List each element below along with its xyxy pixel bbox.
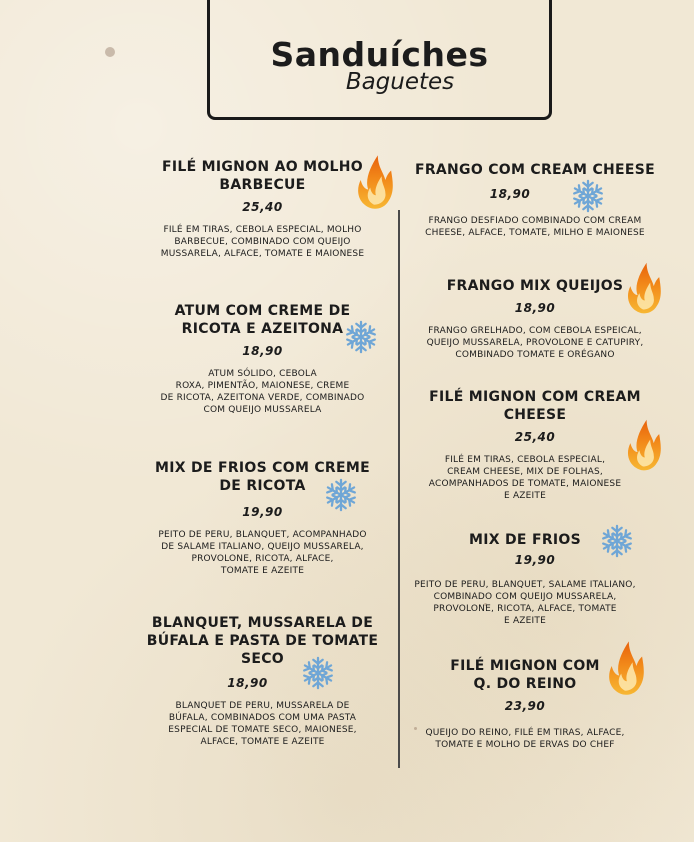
item-price: 18,90 <box>489 187 531 201</box>
item-name: MIX DE FRIOS <box>468 532 581 548</box>
page-subtitle: Baguetes <box>345 69 455 95</box>
menu-item-atum-ricota-azeitona <box>150 302 375 416</box>
item-price: 19,90 <box>514 553 556 567</box>
item-name: FILÉ MIGNON COM CREAM CHEESE <box>429 389 641 423</box>
fire-icon <box>355 150 393 212</box>
item-description: FILÉ EM TIRAS, CEBOLA ESPECIAL, CREAM CHEESE, MIX DE FOLHAS, ACOMPANHADOS DE TOMATE, MAIONESE E AZEITE <box>428 455 622 501</box>
page-title: Sanduíches <box>270 35 489 74</box>
item-price: 18,90 <box>242 344 283 358</box>
menu-item-mix-frios-ricota <box>140 459 385 577</box>
item-price: 18,90 <box>227 676 268 690</box>
item-name: FRANGO MIX QUEIJOS <box>446 278 624 294</box>
item-name: BLANQUET, MUSSARELA DE BÚFALA E PASTA DE TOMATE SECO <box>146 615 379 667</box>
item-description: ATUM SÓLIDO, CEBOLA ROXA, PIMENTÃO, MAIONESE, CREME DE RICOTA, AZEITONA VERDE, COMBINADO COM QUEIJO MUSSARELA <box>160 369 365 415</box>
snowflake-icon <box>600 524 634 558</box>
menu-item-blanquet-bufala <box>140 614 385 748</box>
menu-item-file-mignon-barbecue <box>140 158 385 260</box>
item-price: 19,90 <box>242 505 283 519</box>
item-name: MIX DE FRIOS COM CREME DE RICOTA <box>155 460 370 494</box>
item-name: FILÉ MIGNON AO MOLHO BARBECUE <box>162 159 363 193</box>
menu-item-frango-mix-queijos <box>410 277 660 361</box>
item-description: BLANQUET DE PERU, MUSSARELA DE BÚFALA, COMBINADOS COM UMA PASTA ESPECIAL DE TOMATE SECO, MAIONESE, ALFACE, TOMATE E AZEITE <box>168 701 357 747</box>
item-price: 25,40 <box>514 430 556 444</box>
item-description: FILÉ EM TIRAS, CEBOLA ESPECIAL, MOLHO BARBECUE, COMBINADO COM QUEIJO MUSSARELA, ALFACE, TOMATE E MAIONESE <box>160 225 365 259</box>
fire-icon <box>625 414 661 474</box>
item-price: 18,90 <box>514 301 556 315</box>
column-divider <box>398 210 400 768</box>
snowflake-icon <box>324 478 358 512</box>
snowflake-icon <box>571 179 605 213</box>
fire-icon <box>625 256 661 318</box>
item-name: FILÉ MIGNON COM Q. DO REINO <box>450 658 600 692</box>
item-description: PEITO DE PERU, BLANQUET, ACOMPANHADO DE SALAME ITALIANO, QUEIJO MUSSARELA, PROVOLONE, RICOTA, ALFACE, TOMATE E AZEITE <box>158 530 367 576</box>
item-description: FRANGO DESFIADO COMBINADO COM CREAM CHEESE, ALFACE, TOMATE, MILHO E MAIONESE <box>425 216 645 238</box>
item-name: FRANGO COM CREAM CHEESE <box>414 162 656 178</box>
menu-item-file-mignon-cream-cheese <box>410 388 660 502</box>
menu-item-frango-cream-cheese <box>410 161 660 239</box>
paper-speck <box>105 47 115 57</box>
fire-icon <box>606 636 644 698</box>
snowflake-icon <box>301 656 335 690</box>
snowflake-icon <box>344 320 378 354</box>
title-box <box>207 0 552 120</box>
item-description: QUEIJO DO REINO, FILÉ EM TIRAS, ALFACE, TOMATE E MOLHO DE ERVAS DO CHEF <box>425 728 625 750</box>
item-description: PEITO DE PERU, BLANQUET, SALAME ITALIANO, COMBINADO COM QUEIJO MUSSARELA, PROVOLONE, RICOTA, ALFACE, TOMATE E AZEITE <box>414 580 636 626</box>
item-name: ATUM COM CREME DE RICOTA E AZEITONA <box>174 303 351 337</box>
item-price: 23,90 <box>504 699 546 713</box>
item-price: 25,40 <box>242 200 283 214</box>
item-description: FRANGO GRELHADO, COM CEBOLA ESPEICAL, QUEIJO MUSSARELA, PROVOLONE E CATUPIRY, COMBINADO TOMATE E ORÉGANO <box>426 326 644 360</box>
